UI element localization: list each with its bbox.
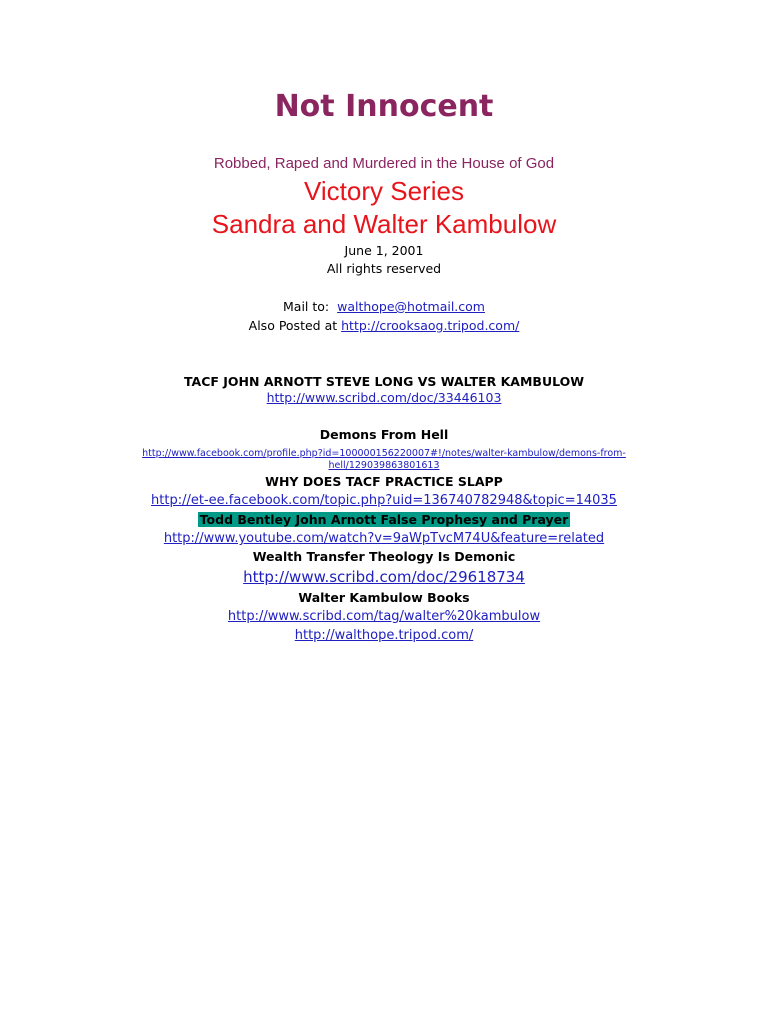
et-ee-facebook-link[interactable]: http://et-ee.facebook.com/topic.php?uid=136740782948&topic=14035: [151, 493, 617, 508]
mail-line: [0, 301, 768, 314]
scribd-tag-link[interactable]: http://www.scribd.com/tag/walter%20kambulow: [227, 609, 541, 624]
facebook-link-line1[interactable]: http://www.facebook.com/profile.php?id=100000156220007#!/notes/walter-kambulow/demons-from-: [142, 448, 626, 459]
walthope-tripod-link[interactable]: http://walthope.tripod.com/: [294, 628, 474, 643]
heading-tacf: TACF JOHN ARNOTT STEVE LONG VS WALTER KAMBULOW: [183, 374, 585, 389]
et-ee-facebook-link-row: [0, 494, 768, 507]
facebook-note-link: [0, 448, 768, 472]
youtube-link[interactable]: http://www.youtube.com/watch?v=9aWpTvcM74U&feature=related: [163, 531, 605, 546]
document-title: Not Innocent: [274, 89, 494, 124]
rights-notice: All rights reserved: [326, 261, 442, 276]
youtube-link-row: [0, 532, 768, 545]
highlighted-heading: Todd Bentley John Arnott False Prophesy and Prayer: [199, 512, 569, 527]
publication-date: June 1, 2001: [344, 243, 424, 258]
scribd-doc-link-1: [0, 392, 768, 405]
scribd-tag-link-row: [0, 610, 768, 623]
heading-todd: [0, 514, 768, 527]
authors: Sandra and Walter Kambulow: [211, 209, 557, 239]
posted-label: Also Posted at: [248, 318, 338, 333]
document-subtitle: Robbed, Raped and Murdered in the House of God: [213, 155, 555, 172]
scribd-doc-link-2-row: [0, 570, 768, 585]
heading-demons: Demons From Hell: [319, 427, 449, 442]
posted-url-link[interactable]: http://crooksaog.tripod.com/: [341, 318, 520, 333]
facebook-link-line2[interactable]: hell/129039863801613: [328, 460, 440, 471]
scribd-link-29618734[interactable]: http://www.scribd.com/doc/29618734: [243, 568, 525, 586]
email-link[interactable]: walthope@hotmail.com: [337, 299, 485, 314]
series-name: Victory Series: [304, 176, 464, 206]
heading-books: Walter Kambulow Books: [298, 590, 470, 605]
scribd-link-33446103[interactable]: http://www.scribd.com/doc/33446103: [266, 390, 502, 405]
walthope-link-row: [0, 629, 768, 642]
heading-slapp: WHY DOES TACF PRACTICE SLAPP: [265, 474, 503, 489]
heading-wealth: Wealth Transfer Theology Is Demonic: [252, 549, 516, 564]
posted-line: [0, 320, 768, 333]
mail-label: Mail to:: [283, 299, 330, 314]
